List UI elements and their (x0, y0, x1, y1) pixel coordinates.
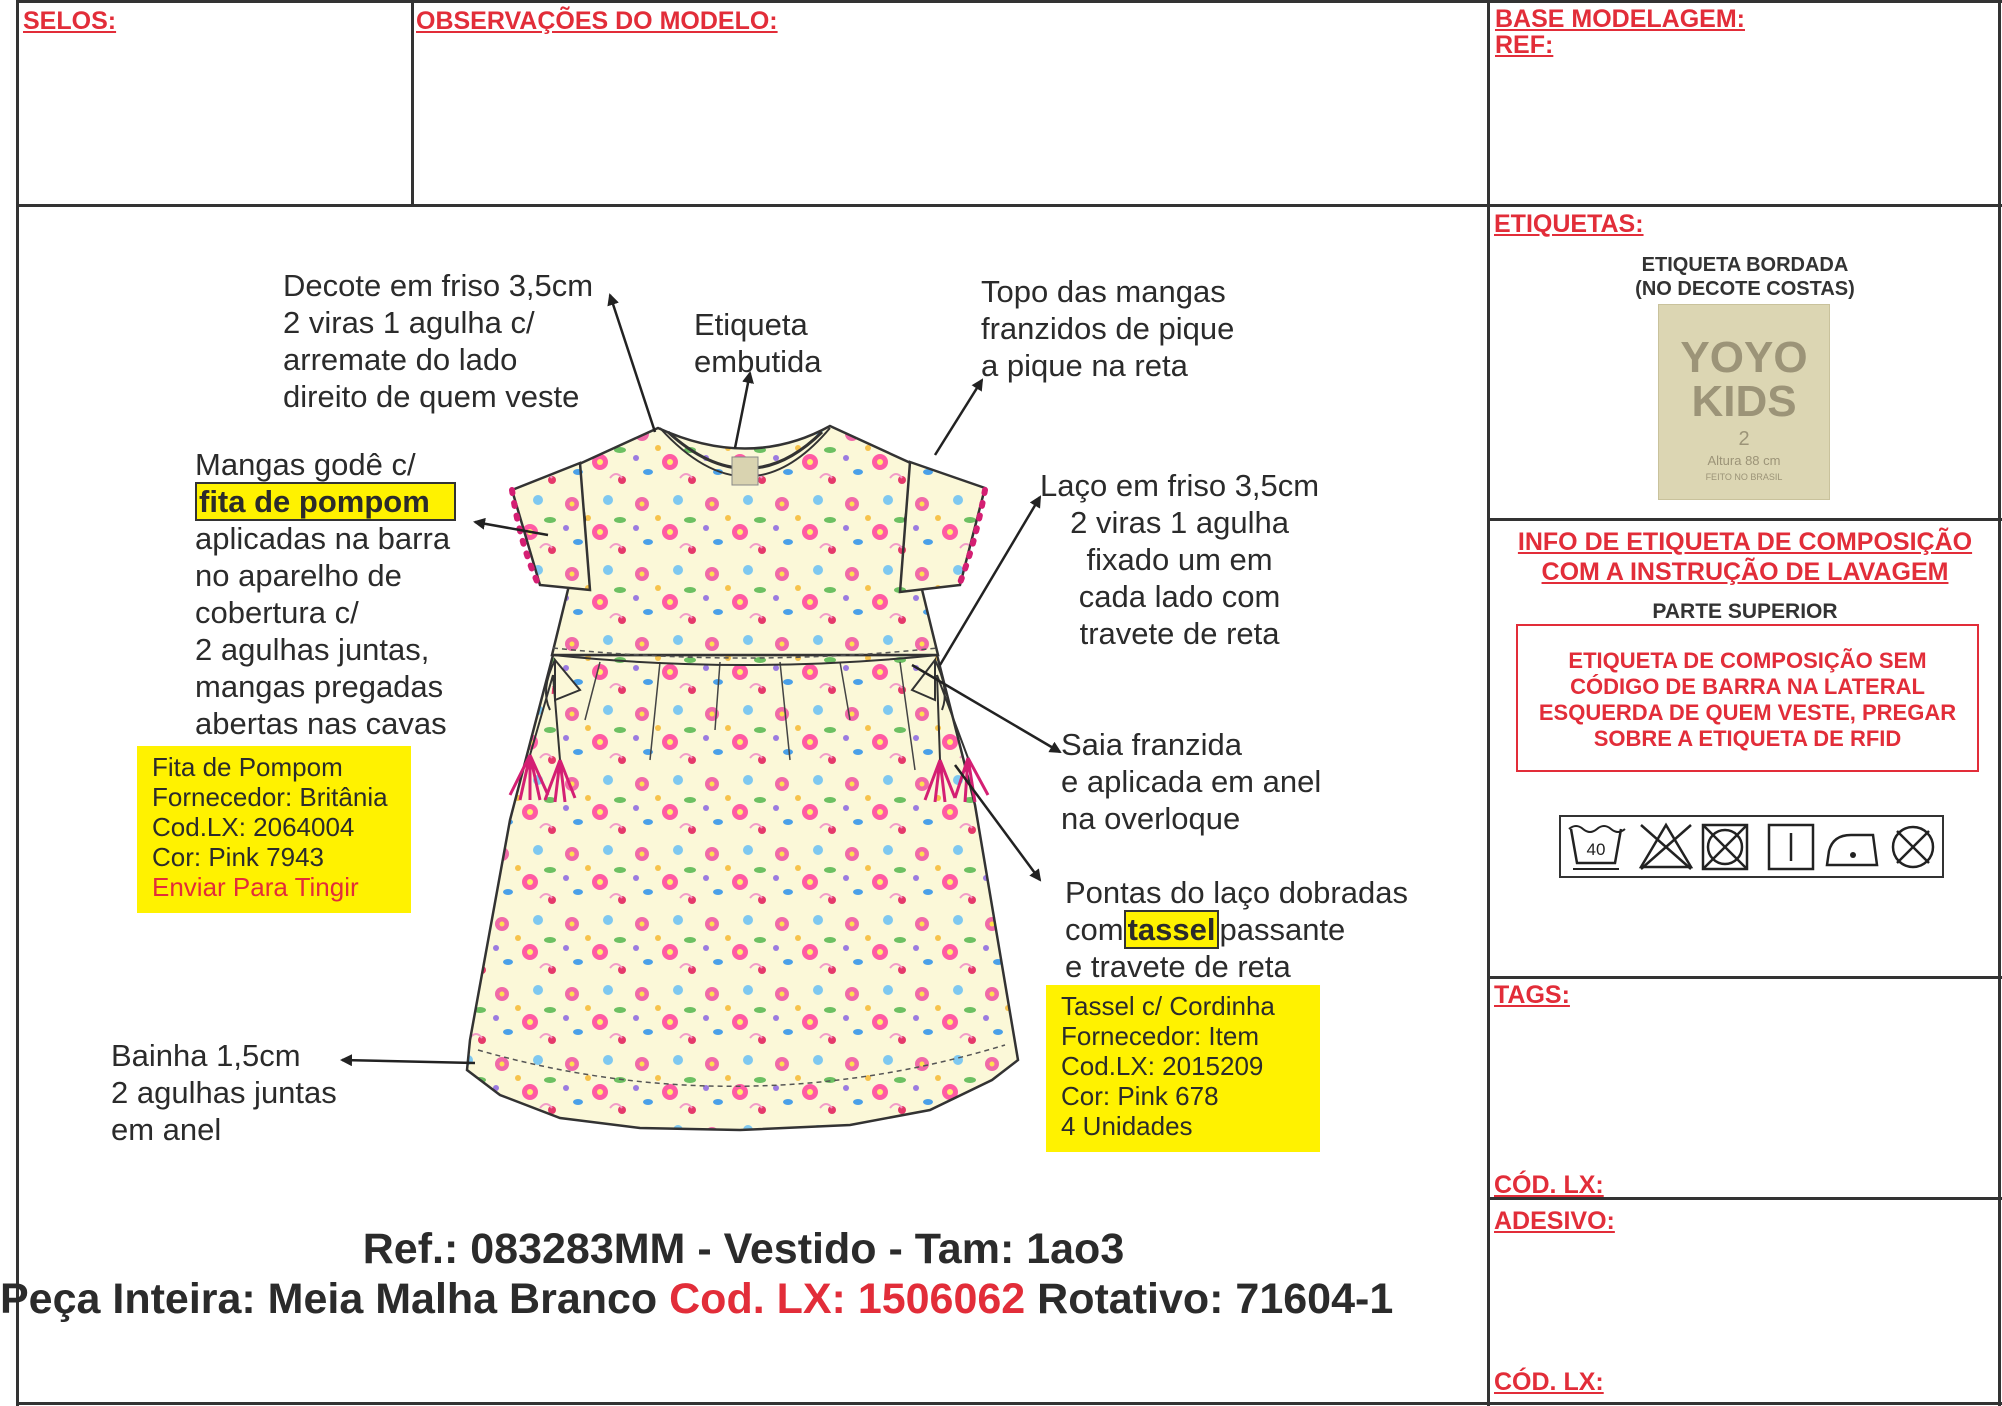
adesivo-label: ADESIVO: (1494, 1207, 1615, 1235)
parte-superior-label: PARTE SUPERIOR (1652, 600, 1838, 623)
laco-note: Laço em friso 3,5cm 2 viras 1 agulha fixado um em cada lado com travete de reta (1040, 468, 1320, 651)
sidebar-divider (1487, 0, 1490, 1406)
no-dry-clean-icon (1893, 827, 1933, 867)
composition-warning-box: ETIQUETA DE COMPOSIÇÃO SEM CÓDIGO DE BARRA NA LATERAL ESQUERDA DE QUEM VESTE, PREGAR SOBRE A ETIQUETA DE RFID (1516, 624, 1979, 772)
no-tumble-dry-icon (1703, 825, 1747, 869)
product-title: Ref.: 083283MM - Vestido - Tam: 1ao3 (362, 1225, 1125, 1273)
pontas-note: Pontas do laço dobradas com tassel passante e travete de reta (1065, 875, 1408, 984)
border-right (1998, 0, 2001, 1406)
saia-note: Saia franzida e aplicada em anel na overloque (1061, 727, 1322, 836)
tassel-highlight: tassel (1124, 910, 1220, 949)
cod-lx-adesivo-label: CÓD. LX: (1494, 1368, 1604, 1396)
no-bleach-icon (1641, 825, 1691, 869)
iron-low-icon (1827, 835, 1877, 865)
pompom-info-box: Fita de Pompom Fornecedor: Britânia Cod.LX: 2064004 Cor: Pink 7943 Enviar Para Tingir (137, 746, 411, 913)
selos-label: SELOS: (23, 7, 117, 35)
sidebar-row-1 (1487, 518, 2002, 521)
info-composicao-label: INFO DE ETIQUETA DE COMPOSIÇÃO COM A INSTRUÇÃO DE LAVAGEM (1517, 528, 1973, 586)
topo-mangas-note: Topo das mangas franzidos de pique a pique na reta (981, 274, 1235, 383)
fita-pompom-highlight: fita de pompom (195, 482, 456, 521)
base-modelagem-label: BASE MODELAGEM: (1495, 5, 1745, 33)
decote-note: Decote em friso 3,5cm 2 viras 1 agulha c/ arremate do lado direito de quem veste (283, 268, 594, 414)
sidebar-row-2 (1487, 976, 2002, 979)
svg-text:40: 40 (1586, 840, 1606, 859)
etiquetas-label: ETIQUETAS: (1494, 210, 1644, 238)
cod-lx-tags-label: CÓD. LX: (1494, 1171, 1604, 1199)
tags-label: TAGS: (1494, 981, 1570, 1009)
line-dry-icon (1769, 825, 1813, 869)
wash-care-symbols (1559, 815, 1944, 878)
mangas-note: Mangas godê c/ fita de pompom aplicadas na barra no aparelho de cobertura c/ 2 agulhas juntas, mangas pregadas abertas nas cavas (195, 446, 456, 742)
tassel-info-box: Tassel c/ Cordinha Fornecedor: Item Cod.LX: 2015209 Cor: Pink 678 4 Unidades (1046, 985, 1320, 1152)
bainha-note: Bainha 1,5cm 2 agulhas juntas em anel (111, 1038, 337, 1147)
etiqueta-bordada-title: ETIQUETA BORDADA (NO DECOTE COSTAS) (1635, 254, 1855, 300)
fabric-line: Peça Inteira: Meia Malha Branco Cod. LX: 1506062 Rotativo: 71604-1 (0, 1275, 1394, 1323)
woven-label: YOYO KIDS 2 Altura 88 cm FEITO NO BRASIL (1658, 304, 1830, 500)
ref-label: REF: (1495, 31, 1554, 59)
observacoes-label: OBSERVAÇÕES DO MODELO: (416, 7, 778, 35)
etiqueta-embutida-note: Etiqueta embutida (694, 307, 822, 379)
wash-40-icon (1569, 826, 1625, 869)
